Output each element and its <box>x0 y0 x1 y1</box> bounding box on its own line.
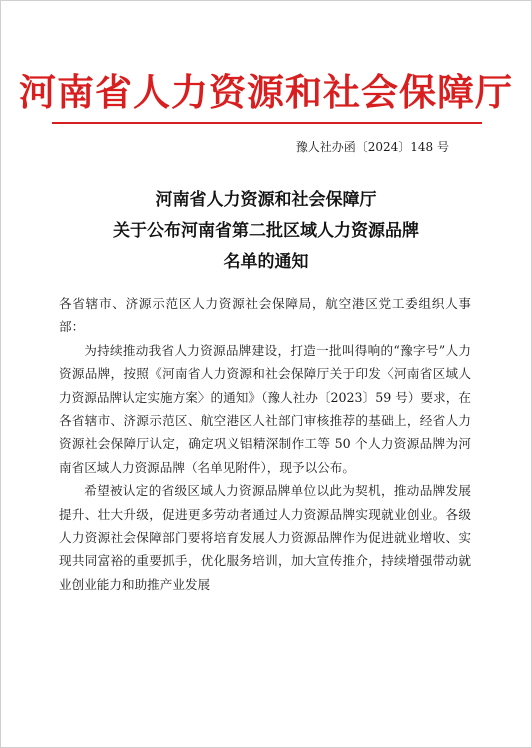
letterhead-red-rule <box>52 122 482 124</box>
letterhead-org-name: 河南省人力资源和社会保障厅 <box>19 71 513 114</box>
title-line-2: 关于公布河南省第二批区域人力资源品牌 <box>113 221 419 241</box>
addressee: 各省辖市、济源示范区人力资源社会保障局，航空港区党工委组织人事部： <box>59 296 471 335</box>
document-number: 豫人社办函〔2024〕148 号 <box>295 140 449 154</box>
title-line-1: 河南省人力资源和社会保障厅 <box>155 190 377 210</box>
notice-body <box>59 292 471 596</box>
paragraph-2: 希望被认定的省级区域人力资源品牌单位以此为契机，推动品牌发展提升、壮大升级，促进更多劳动者通过人力资源品牌实现就业创业。各级人力资源社会保障部门要将培育发展人力资源品牌作为促进就业增收、实现共同富裕的重要抓手，优化服务培训，加大宣传推介，持续增强带动就业创业能力和助推产业发展 <box>59 483 471 592</box>
paragraph-1: 为持续推动我省人力资源品牌建设，打造一批叫得响的“豫字号”人力资源品牌，按照《河南省人力资源和社会保障厅关于印发〈河南省区域人力资源品牌认定实施方案〉的通知》（豫人社办〔2023〕59 号）要求，在各省辖市、济源示范区、航空港区人社部门审核推荐的基础上，经省人力资源社会保障厅认定，确定巩义铝精深制作工等 50 个人力资源品牌为河南省区域人力资源品牌（名单见附件），现予以公布。 <box>59 342 471 475</box>
notice-title <box>1 185 531 278</box>
title-line-3: 名单的通知 <box>223 252 309 272</box>
